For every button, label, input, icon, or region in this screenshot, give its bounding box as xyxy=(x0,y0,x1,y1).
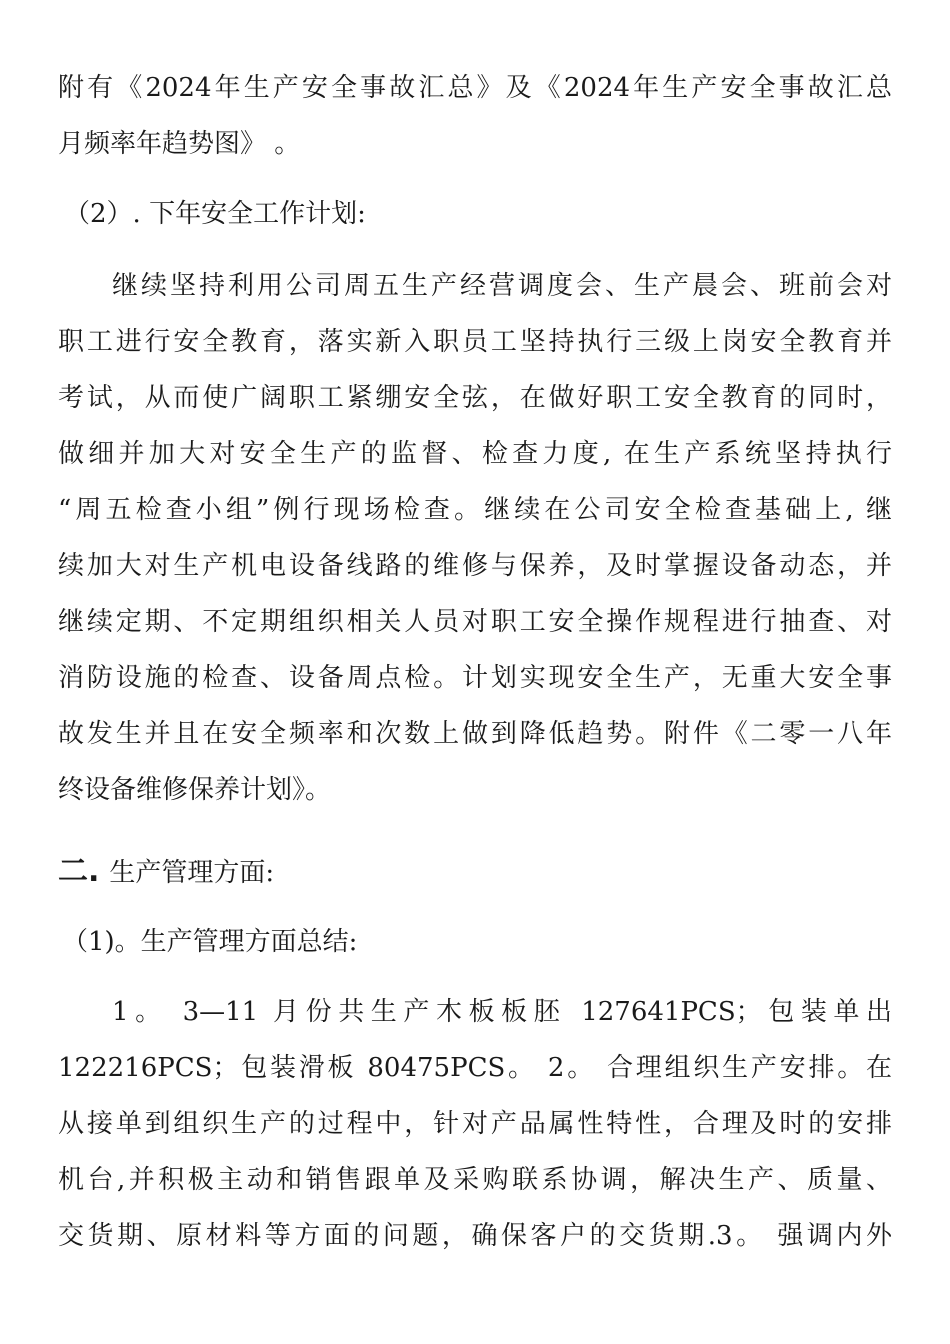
paragraph-line: 交货期、原材料等方面的问题，确保客户的交货期.3。 强调内外 xyxy=(58,1221,892,1251)
paragraph-line: 消防设施的检查、设备周点检。计划实现安全生产，无重大安全事 xyxy=(58,663,892,693)
paragraph-line: 继续坚持利用公司周五生产经营调度会、生产晨会、班前会对 xyxy=(112,271,892,301)
paragraph-line: 从接单到组织生产的过程中，针对产品属性特性，合理及时的安排 xyxy=(58,1109,892,1139)
paragraph-line: 职工进行安全教育，落实新入职员工坚持执行三级上岗安全教育并 xyxy=(58,327,892,357)
paragraph-line: 续加大对生产机电设备线路的维修与保养，及时掌握设备动态，并 xyxy=(58,551,892,581)
paragraph-line: 考试，从而使广阔职工紧绷安全弦，在做好职工安全教育的同时， xyxy=(58,383,892,413)
paragraph-line: 继续定期、不定期组织相关人员对职工安全操作规程进行抽查、对 xyxy=(58,607,892,637)
paragraph-line: 附有《2024年生产安全事故汇总》及《2024年生产安全事故汇总 xyxy=(58,73,892,103)
subheading-plan: （2）. 下年安全工作计划: xyxy=(64,199,366,229)
paragraph-line: 122216PCS；包装滑板 80475PCS。 2。 合理组织生产安排。在 xyxy=(58,1053,892,1083)
paragraph-line: 机台,并积极主动和销售跟单及采购联系协调，解决生产、质量、 xyxy=(58,1165,892,1195)
paragraph-line: 故发生并且在安全频率和次数上做到降低趋势。附件《二零一八年 xyxy=(58,719,892,749)
paragraph-line: “周五检查小组”例行现场检查。继续在公司安全检查基础上, 继 xyxy=(58,495,892,525)
paragraph-line: 终设备维修保养计划》。 xyxy=(58,775,332,805)
subheading-summary: （1)。生产管理方面总结: xyxy=(62,927,358,957)
section-title: 生产管理方面: xyxy=(109,858,275,888)
section-heading xyxy=(58,844,274,900)
paragraph-line: 1。 3—11 月份共生产木板板胚 127641PCS；包装单出 xyxy=(112,997,892,1027)
section-number: 二. xyxy=(58,854,100,889)
paragraph-line: 做细并加大对安全生产的监督、检查力度, 在生产系统坚持执行 xyxy=(58,439,892,469)
paragraph-line: 月频率年趋势图》 。 xyxy=(58,129,301,159)
